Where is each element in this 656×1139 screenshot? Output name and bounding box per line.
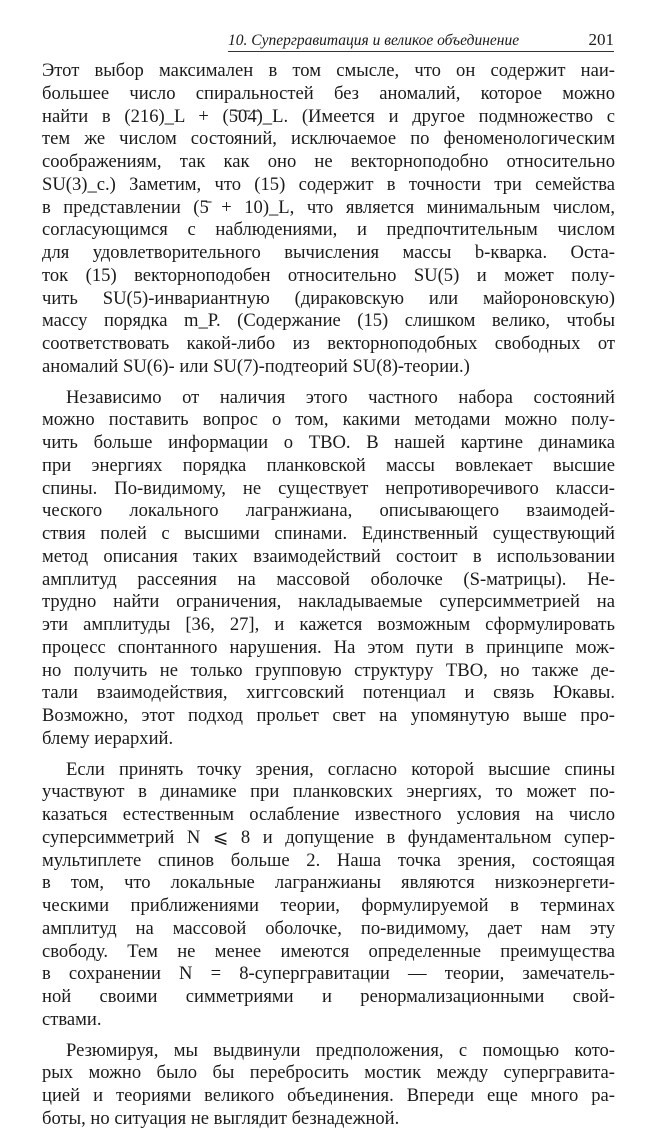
chapter-title: 10. Супергравитация и великое объединение: [228, 32, 520, 49]
text-line: Этот выбор максимален в том смысле, что он содержит наи-: [42, 60, 615, 81]
text-line: эти амплитуды [36, 27], и кажется возможным сформулировать: [42, 614, 615, 635]
paragraph: [42, 387, 615, 751]
text-line: аномалий SU(6)- или SU(7)-подтеорий SU(8)-теории.): [42, 355, 470, 377]
text-line: чить больше информации о ТВО. В нашей картине динамика: [42, 432, 615, 453]
running-header: [228, 30, 614, 50]
text-line: большее число спиральностей без аномалий, которое можно: [42, 82, 615, 104]
text-line: в том, что локальные лагранжианы являются низкоэнергети-: [42, 872, 615, 894]
text-line: рых можно было бы перебросить мостик между супергравита-: [42, 1062, 615, 1084]
text-line: амплитуд на массовой оболочке, по-видимому, дает нам эту: [42, 917, 615, 939]
text-line: ствами.: [42, 1008, 102, 1030]
text-line: согласующимся с наблюдениями, и предпочтительным числом: [42, 219, 615, 241]
text-line: мультиплете спинов больше 2. Наша точка зрения, состоящая: [42, 849, 615, 871]
text-line: боты, но ситуация не выглядит безнадежной.: [42, 1107, 400, 1129]
text-line: соображениям, так как оно не векторноподобно относительно: [42, 151, 615, 172]
text-line: свободу. Тем не менее имеются определенные преимущества: [42, 940, 615, 962]
text-line: но получить не только групповую структуру ТВО, но также де-: [42, 659, 615, 681]
text-line: ческого локального лагранжиана, описывающего взаимодей-: [42, 500, 615, 522]
text-line: тали взаимодействия, хиггсовский потенциал и связь Юкавы.: [42, 682, 615, 704]
text-line: трудно найти ограничения, накладываемые суперсимметрией на: [42, 591, 615, 613]
paragraph: [42, 1040, 615, 1131]
text-line: найти в (216)_L + (5̄0̄4̄)_L. (Имеется и другое подмножество с: [42, 105, 615, 127]
body-text: [42, 60, 615, 1139]
text-line: чить SU(5)-инвариантную (дираковскую или майороновскую): [42, 287, 615, 309]
text-line: ной своими симметриями и ренормализационными свой-: [42, 986, 615, 1007]
text-line: при энергиях порядка планковской массы вовлекает высшие: [42, 454, 615, 476]
paragraph: [42, 60, 615, 379]
text-line: ческими приближениями теории, формулируемой в терминах: [42, 895, 615, 916]
text-line: ток (15) векторноподобен относительно SU(5) и может полу-: [42, 264, 615, 286]
text-line: метод описания таких взаимодействий состоит в использовании: [42, 545, 615, 567]
text-line: Если принять точку зрения, согласно которой высшие спины: [66, 758, 615, 780]
header-rule: [228, 51, 614, 52]
page-number: 201: [588, 30, 614, 49]
text-line: участвуют в динамике при планковских энергиях, то может по-: [42, 781, 615, 803]
text-line: амплитуд рассеяния на массовой оболочке (S-матрицы). Не-: [42, 568, 615, 590]
text-line: спины. По-видимому, не существует непротиворечивого класси-: [42, 477, 615, 499]
text-line: массу порядка m_P. (Содержание (15) слишком велико, чтобы: [42, 310, 615, 332]
text-line: Возможно, этот подход прольет свет на упомянутую выше про-: [42, 705, 615, 726]
text-line: в представлении (5̄ + 10)_L, что является минимальным числом,: [42, 196, 615, 218]
text-line: цией и теориями великого объединения. Впереди еще много ра-: [42, 1085, 615, 1106]
text-line: в сохранении N = 8-супергравитации — теории, замечатель-: [42, 963, 615, 985]
text-line: процесс спонтанного нарушения. На этом пути в принципе мож-: [42, 636, 615, 658]
text-line: блему иерархий.: [42, 727, 174, 749]
text-line: соответствовать какой-либо из векторноподобных свободных от: [42, 333, 615, 354]
text-line: тем же числом состояний, исключаемое по феноменологическим: [42, 128, 615, 150]
text-line: ствия полей с высшими спинами. Единственный существующий: [42, 523, 615, 544]
text-line: можно поставить вопрос о том, какими методами можно полу-: [42, 409, 615, 431]
text-line: Резюмируя, мы выдвинули предположения, с помощью кото-: [66, 1039, 615, 1061]
text-line: Независимо от наличия этого частного набора состояний: [66, 386, 615, 408]
text-line: казаться естественным ослабление известного условия на число: [42, 804, 615, 825]
text-line: суперсимметрий N ⩽ 8 и допущение в фундаментальном супер-: [42, 826, 615, 848]
paragraph: [42, 759, 615, 1032]
text-line: SU(3)_c.) Заметим, что (15) содержит в точности три семейства: [42, 173, 615, 195]
text-line: для удовлетворительного вычисления массы b-кварка. Оста-: [42, 242, 615, 263]
